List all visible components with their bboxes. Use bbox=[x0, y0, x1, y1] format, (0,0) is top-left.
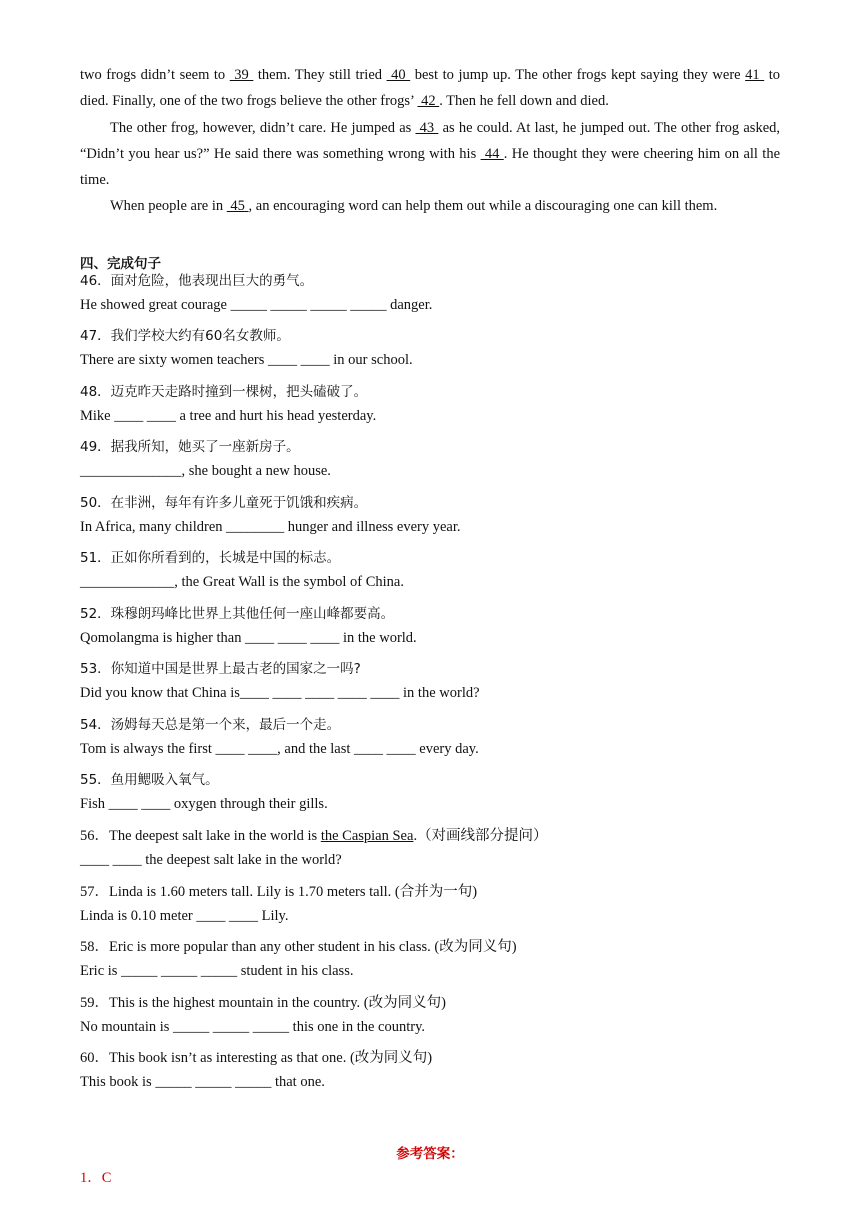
passage-text: When people are in bbox=[110, 198, 227, 215]
passage-text: . Then he fell down and died. bbox=[439, 93, 609, 110]
exercise-answer-line: This book is _____ _____ _____ that one. bbox=[80, 1074, 325, 1090]
exercise-answer-line: No mountain is _____ _____ _____ this one in the country. bbox=[80, 1019, 426, 1035]
blank-43: 43 bbox=[415, 119, 439, 136]
passage-text: to died. Finally, one of the two frogs believe the other frogs’ bbox=[80, 67, 781, 110]
passage-text: . He thought they were cheering him on all the time. bbox=[80, 145, 781, 189]
underlined-phrase: the Caspian Sea bbox=[320, 828, 414, 844]
blank-44: 44 bbox=[480, 145, 504, 162]
prompt-text: 56．The deepest salt lake in the world is bbox=[80, 828, 321, 844]
answer-item: 1．C bbox=[80, 1170, 112, 1186]
exercise-prompt: 46．面对危险，他表现出巨大的勇气。 bbox=[80, 273, 314, 289]
exercise-answer-line: _____________, the Great Wall is the symbol of China. bbox=[80, 574, 404, 590]
exercise-prompt bbox=[80, 824, 548, 845]
exercise-answer-line: Linda is 0.10 meter ____ ____ Lily. bbox=[80, 908, 289, 924]
exercise-prompt: 55．鱼用鳃吸入氧气。 bbox=[80, 772, 219, 788]
exercise-answer-line: He showed great courage _____ _____ _____ _____ danger. bbox=[80, 297, 433, 313]
answer-key-title: 参考答案： bbox=[396, 1146, 464, 1162]
blank-45: 45 bbox=[226, 198, 249, 215]
blank-39: 39 bbox=[229, 67, 254, 83]
exercise-answer-line: Qomolangma is higher than ____ ____ ____ in the world. bbox=[80, 630, 417, 646]
exercise-prompt: 49．据我所知，她买了一座新房子。 bbox=[80, 439, 300, 455]
exercise-answer-line: Tom is always the first ____ ____, and the last ____ ____ every day. bbox=[80, 741, 479, 757]
exercise-answer-line: Eric is _____ _____ _____ student in his class. bbox=[80, 963, 354, 979]
passage-text: , an encouraging word can help them out while a discouraging one can kill them. bbox=[248, 198, 718, 215]
exercise-prompt: 58．Eric is more popular than any other student in his class. (改为同义句) bbox=[80, 939, 517, 955]
exercise-prompt: 48．迈克昨天走路时撞到一棵树，把头磕破了。 bbox=[80, 384, 368, 400]
passage-text: best to jump up. The other frogs kept saying they were bbox=[410, 67, 746, 83]
passage-paragraph-1 bbox=[80, 62, 780, 115]
prompt-text: .（对画线部分提问） bbox=[413, 828, 548, 844]
exercise-prompt: 53．你知道中国是世界上最古老的国家之一吗? bbox=[80, 661, 361, 677]
exercise-prompt: 54．汤姆每天总是第一个来，最后一个走。 bbox=[80, 717, 341, 733]
exercise-answer-line: ______________, she bought a new house. bbox=[80, 463, 331, 479]
passage-text: them. They still tried bbox=[253, 67, 387, 83]
blank-40: 40 bbox=[386, 67, 411, 83]
passage-text: as he could. At last, he jumped out. The other frog asked, “Didn’t you hear us?” He said there was something wrong with his bbox=[80, 119, 780, 162]
exercise-answer-line: There are sixty women teachers ____ ____ in our school. bbox=[80, 352, 413, 368]
passage-text: two frogs didn’t seem to bbox=[80, 67, 230, 83]
exercise-prompt: 60．This book isn’t as interesting as that one. (改为同义句) bbox=[80, 1050, 433, 1066]
section-title: 四、完成句子 bbox=[80, 256, 161, 272]
exercise-answer-line: In Africa, many children ________ hunger and illness every year. bbox=[80, 519, 461, 535]
exercise-prompt: 57．Linda is 1.60 meters tall. Lily is 1.70 meters tall. (合并为一句) bbox=[80, 884, 478, 900]
exercise-prompt: 47．我们学校大约有60名女教师。 bbox=[80, 328, 290, 344]
exercise-prompt: 51．正如你所看到的，长城是中国的标志。 bbox=[80, 550, 341, 566]
exercise-prompt: 59．This is the highest mountain in the country. (改为同义句) bbox=[80, 995, 446, 1011]
exercise-answer-line: ____ ____ the deepest salt lake in the world? bbox=[80, 852, 342, 868]
exercise-answer-line: Did you know that China is____ ____ ____ ____ ____ in the world? bbox=[80, 685, 480, 701]
exercise-prompt: 52．珠穆朗玛峰比世界上其他任何一座山峰都要高。 bbox=[80, 606, 395, 622]
passage-paragraph-3 bbox=[80, 193, 780, 219]
document-page bbox=[80, 62, 781, 1186]
blank-41: 41 bbox=[745, 67, 765, 83]
exercise-answer-line: Mike ____ ____ a tree and hurt his head yesterday. bbox=[80, 408, 377, 424]
exercise-answer-line: Fish ____ ____ oxygen through their gills. bbox=[80, 796, 328, 812]
passage-text: The other frog, however, didn’t care. He jumped as bbox=[110, 119, 416, 136]
blank-42: 42 bbox=[417, 93, 440, 110]
passage-paragraph-2 bbox=[80, 115, 780, 194]
exercise-prompt: 50．在非洲，每年有许多儿童死于饥饿和疾病。 bbox=[80, 495, 368, 511]
